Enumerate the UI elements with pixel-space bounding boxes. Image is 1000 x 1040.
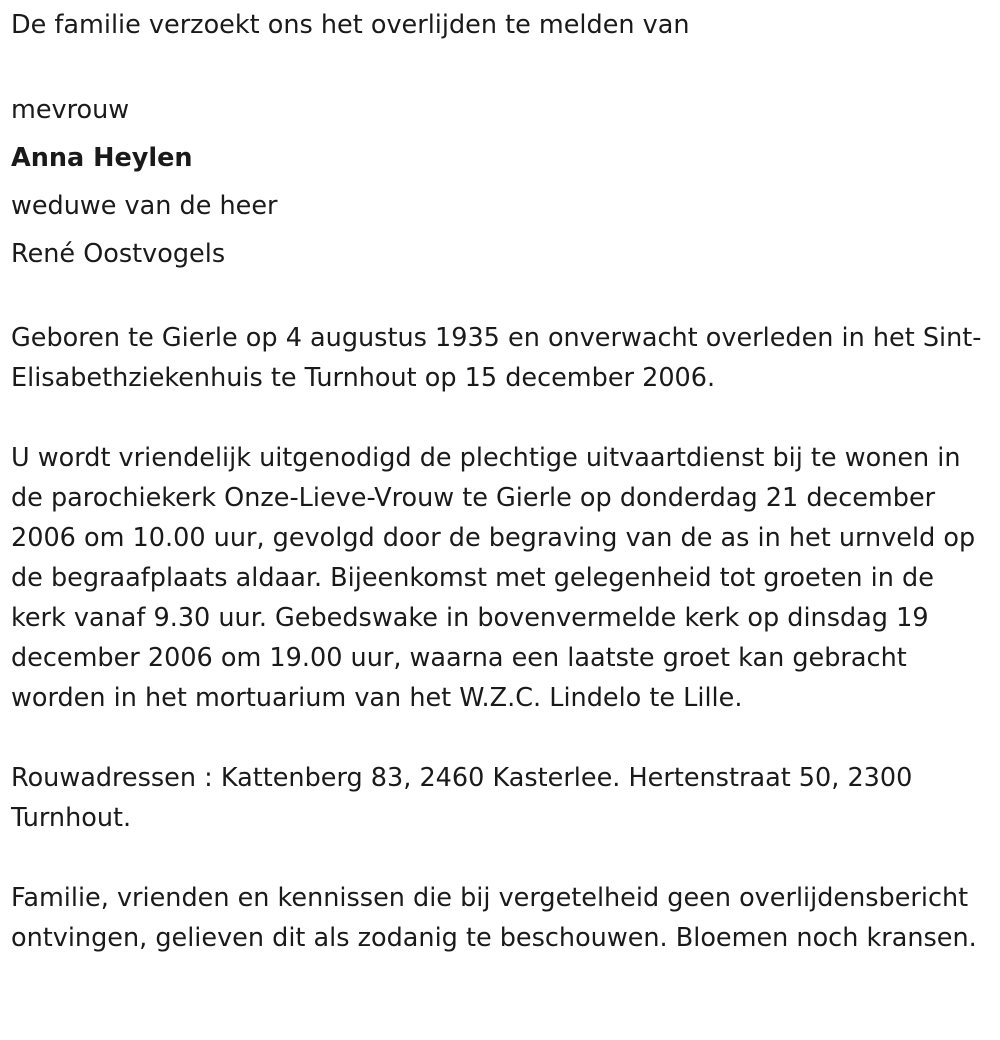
mourning-addresses-paragraph: Rouwadressen : Kattenberg 83, 2460 Kasterlee. Hertenstraat 50, 2300 Turnhout.: [11, 763, 913, 833]
funeral-service-paragraph: U wordt vriendelijk uitgenodigd de plechtige uitvaartdienst bij te wonen in de parochiekerk Onze-Lieve-Vrouw te Gierle op donderdag 21 december 2006 om 10.00 uur, gevolgd door de begraving van de as in het urnveld op de begraafplaats aldaar. Bijeenkomst met gelegenheid tot groeten in de kerk vanaf 9.30 uur. Gebedswake in bovenvermelde kerk op dinsdag 19 december 2006 om 19.00 uur, waarna een laatste groet kan gebracht worden in het mortuarium van het W.Z.C. Lindelo te Lille.: [11, 443, 976, 713]
honorific: mevrouw: [11, 95, 130, 125]
obituary-notice: [11, 0, 986, 958]
birth-death-paragraph: Geboren te Gierle op 4 augustus 1935 en onverwacht overleden in het Sint-Elisabethziekenhuis te Turnhout op 15 december 2006.: [11, 323, 982, 393]
widow-of-line: weduwe van de heer: [11, 191, 278, 221]
spouse-name: René Oostvogels: [11, 239, 226, 269]
deceased-name: Anna Heylen: [11, 143, 193, 173]
intro-line: De familie verzoekt ons het overlijden te melden van: [11, 10, 690, 40]
closing-paragraph: Familie, vrienden en kennissen die bij vergetelheid geen overlijdensbericht ontvingen, gelieven dit als zodanig te beschouwen. Bloemen noch kransen.: [11, 883, 977, 953]
